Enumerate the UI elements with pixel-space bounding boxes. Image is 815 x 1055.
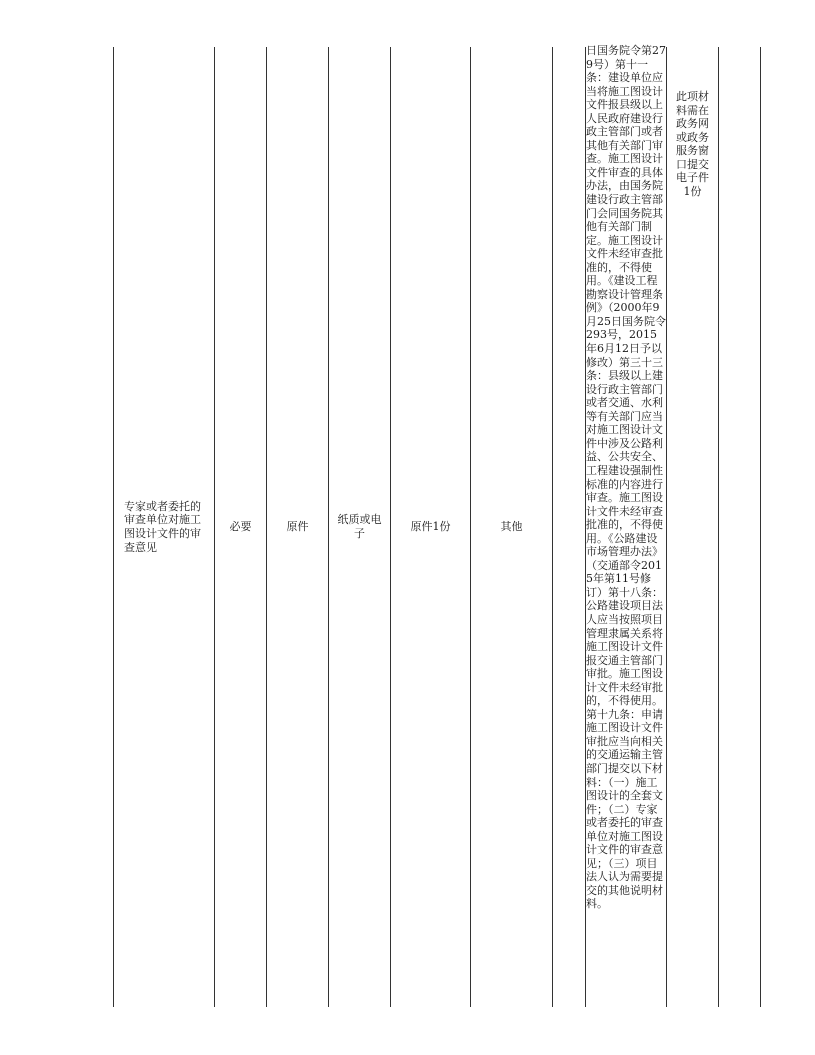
material-type: 原件 (286, 520, 309, 534)
material-type-cell (267, 47, 329, 1007)
quantity-cell (391, 47, 471, 1007)
materials-table (113, 44, 761, 1007)
legal-basis: 日国务院令第279号）第十一条：建设单位应当将施工图设计文件报县级以上人民政府建设行政主管部门或者其他有关部门审查。施工图设计文件审查的具体办法，由国务院建设行政主管部门会同国务院其他有关部门制定。施工图设计文件未经审查批准的，不得使用。《建设工程勘察设计管理条例》（2000年9月25日国务院令293号，2015年6月12日予以修改）第三十三条：县级以上建设行政主管部门或者交通、水利等有关部门应当对施工图设计文件中涉及公路利益、公共安全、工程建设强制性标准的内容进行审查。施工图设计文件未经审查批准的，不得使用。《公路建设市场管理办法》（交通部令2015年第11号修订）第十八条：公路建设项目法人应当按照项目管理隶属关系将施工图设计文件报交通主管部门审批。施工图设计文件未经审批的，不得使用。第十九条：申请施工图设计文件审批应当向相关的交通运输主管部门提交以下材料：（一）施工图设计的全套文件；（二）专家或者委托的审查单位对施工图设计文件的审查意见；（三）项目法人认为需要提交的其他说明材料。 (586, 44, 666, 911)
necessity-cell (215, 47, 267, 1007)
source: 其他 (500, 520, 523, 534)
quantity: 原件1份 (410, 520, 451, 534)
material-form: 纸质或电子 (337, 513, 382, 540)
blank-cell (553, 47, 586, 1007)
material-name: 专家或者委托的审查单位对施工图设计文件的审查意见 (124, 499, 201, 554)
material-form-cell (329, 47, 391, 1007)
material-name-cell (114, 47, 215, 1007)
trailing-blank-cell (719, 47, 761, 1007)
source-cell (471, 47, 553, 1007)
remark: 此项材料需在政务网或政务服务窗口提交电子件1份 (676, 90, 709, 198)
legal-basis-cell (586, 44, 667, 1007)
remark-cell (667, 47, 719, 1007)
table-row (114, 47, 761, 1007)
necessity: 必要 (229, 520, 252, 534)
